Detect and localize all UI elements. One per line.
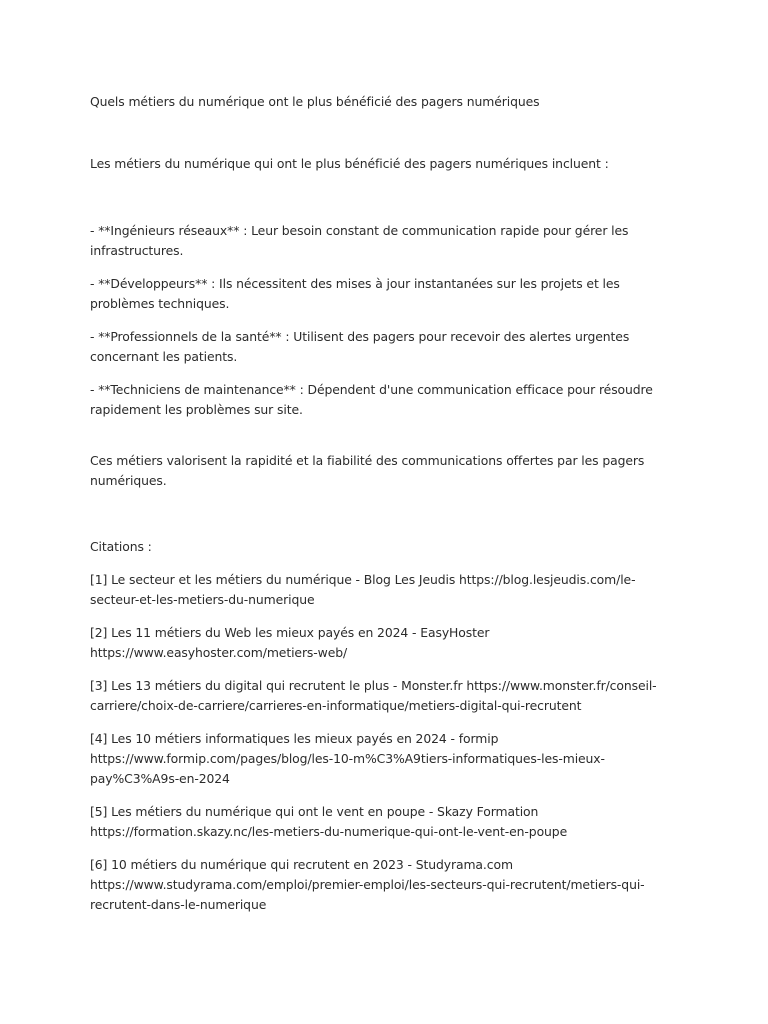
citation-item: [3] Les 13 métiers du digital qui recrutent le plus - Monster.fr https://www.monster.fr/conseil-carriere/choix-de-carriere/carrieres-en-informatique/metiers-digital-qui-recrutent bbox=[90, 678, 657, 713]
conclusion-paragraph: Ces métiers valorisent la rapidité et la fiabilité des communications offertes par les pagers numériques. bbox=[90, 453, 645, 488]
bullet-item: - **Professionnels de la santé** : Utilisent des pagers pour recevoir des alertes urgentes concernant les patients. bbox=[90, 329, 630, 364]
citation-item: [4] Les 10 métiers informatiques les mieux payés en 2024 - formip https://www.formip.com/pages/blog/les-10-m%C3%A9tiers-informatiques-les-mieux-pay%C3%A9s-en-2024 bbox=[90, 731, 605, 786]
citation-item: [1] Le secteur et les métiers du numérique - Blog Les Jeudis https://blog.lesjeudis.com/le-secteur-et-les-metiers-du-numerique bbox=[90, 572, 636, 607]
bullet-item: - **Ingénieurs réseaux** : Leur besoin constant de communication rapide pour gérer les infrastructures. bbox=[90, 223, 629, 258]
citation-item: [6] 10 métiers du numérique qui recrutent en 2023 - Studyrama.com https://www.studyrama.com/emploi/premier-emploi/les-secteurs-qui-recrutent/metiers-qui-recrutent-dans-le-numerique bbox=[90, 857, 645, 912]
citations-heading: Citations : bbox=[90, 539, 152, 554]
citation-item: [5] Les métiers du numérique qui ont le vent en poupe - Skazy Formation https://formation.skazy.nc/les-metiers-du-numerique-qui-ont-le-vent-en-poupe bbox=[90, 804, 568, 839]
bullet-item: - **Techniciens de maintenance** : Dépendent d'une communication efficace pour résoudre rapidement les problèmes sur site. bbox=[90, 382, 653, 417]
bullet-list bbox=[90, 221, 678, 420]
document-title: Quels métiers du numérique ont le plus bénéficié des pagers numériques bbox=[90, 94, 540, 109]
bullet-item: - **Développeurs** : Ils nécessitent des mises à jour instantanées sur les projets et les problèmes techniques. bbox=[90, 276, 620, 311]
citation-item: [2] Les 11 métiers du Web les mieux payés en 2024 - EasyHoster https://www.easyhoster.com/metiers-web/ bbox=[90, 625, 490, 660]
citation-list bbox=[90, 570, 678, 915]
intro-paragraph: Les métiers du numérique qui ont le plus bénéficié des pagers numériques incluent : bbox=[90, 156, 609, 171]
